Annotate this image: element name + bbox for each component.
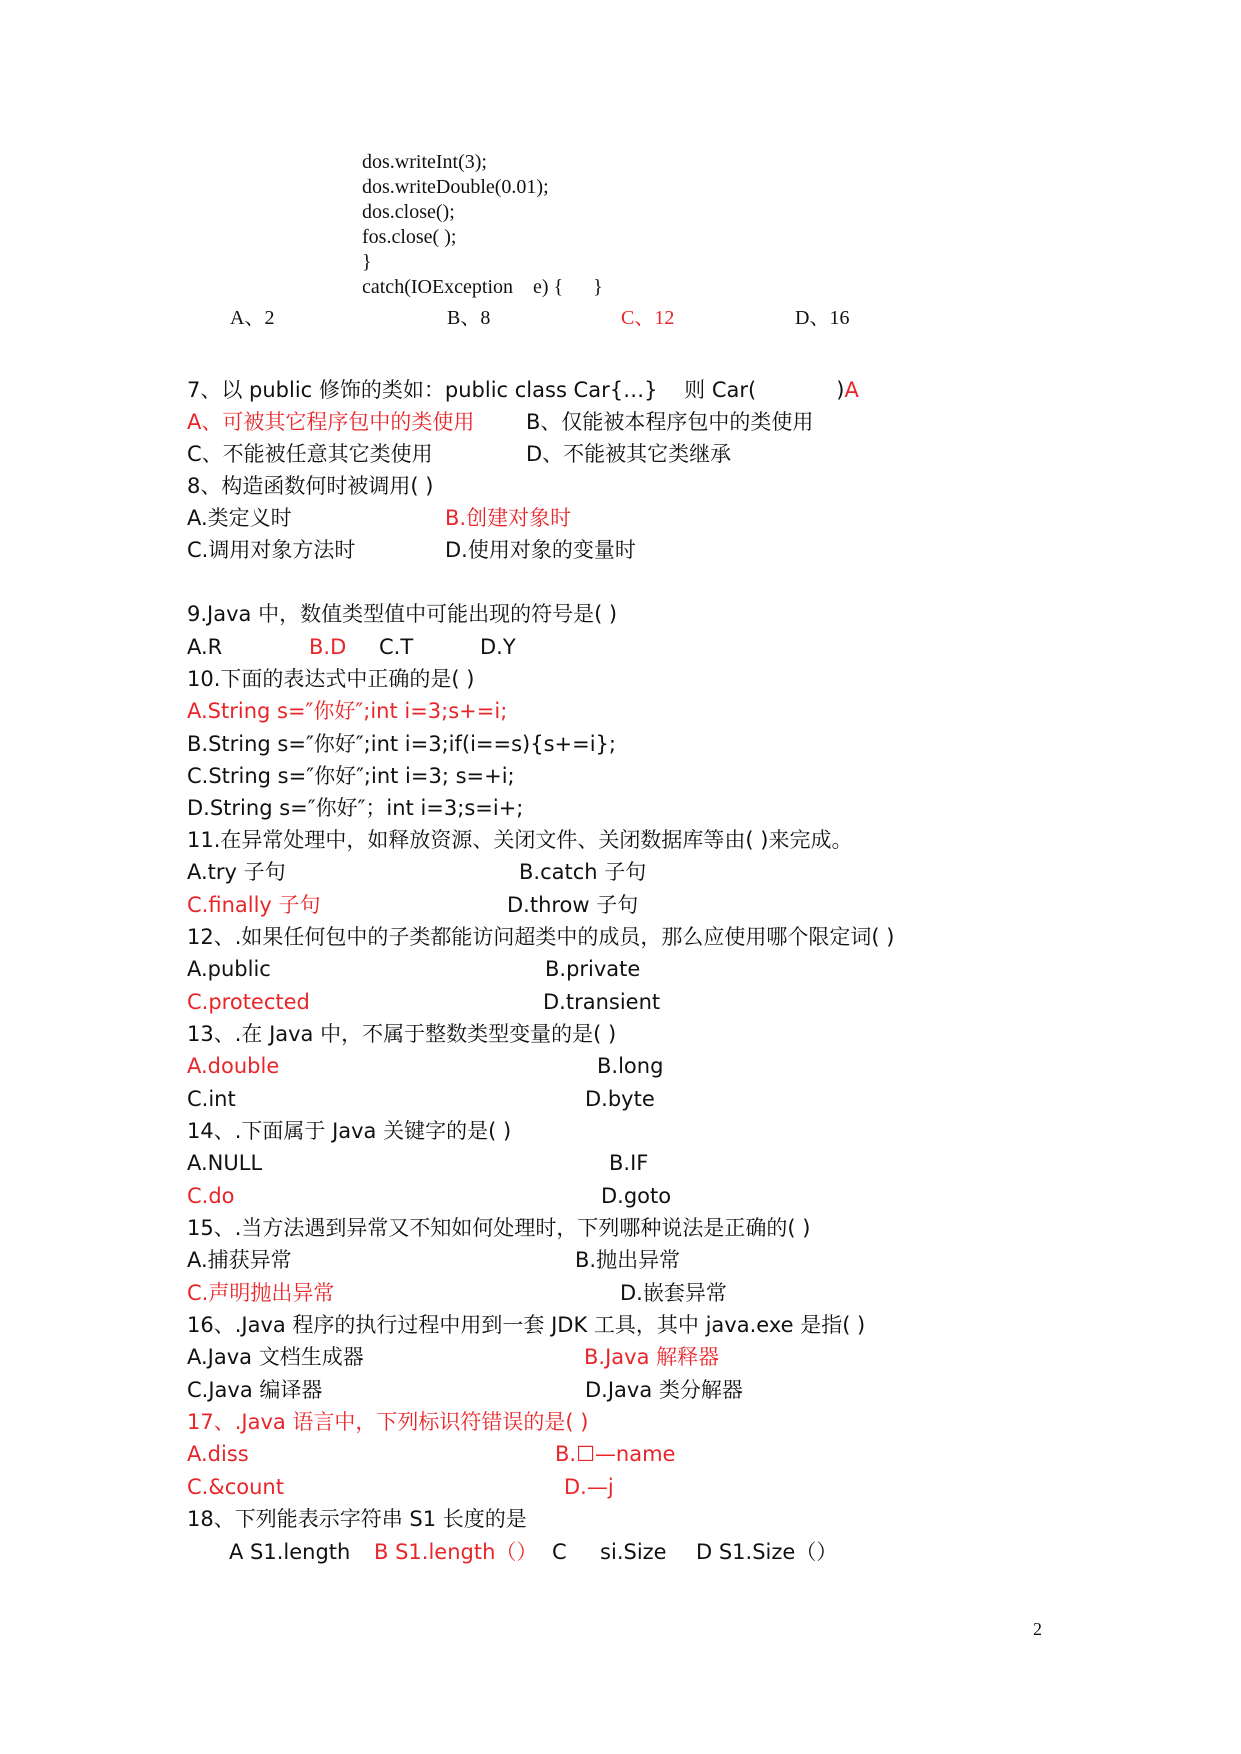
code-line: catch(IOException e) { } — [362, 276, 603, 298]
q13-stem: 13、.在 Java 中，不属于整数类型变量的是( ) — [187, 1022, 617, 1046]
q12-option-d: D.transient — [543, 990, 661, 1014]
q17-stem: 17、.Java 语言中，下列标识符错误的是( ) — [187, 1410, 589, 1434]
q14-option-d: D.goto — [601, 1184, 672, 1208]
q18-option-b-answer: B S1.length（） — [374, 1540, 538, 1564]
q6-option-b: B、8 — [447, 307, 491, 329]
q16-option-d: D.Java 类分解器 — [585, 1378, 743, 1402]
q15-option-b: B.抛出异常 — [575, 1248, 681, 1272]
q12-option-c-answer: C.protected — [187, 990, 310, 1014]
q18-option-c: C si.Size — [552, 1540, 667, 1564]
q13-option-a-answer: A.double — [187, 1054, 280, 1078]
q11-option-d: D.throw 子句 — [507, 893, 639, 917]
q10-option-c: C.String s=″你好″;int i=3; s=+i; — [187, 764, 515, 788]
q8-option-b-answer: B.创建对象时 — [445, 506, 572, 530]
q17-option-b: B.☐—name — [555, 1442, 676, 1466]
code-line: dos.writeDouble(0.01); — [362, 176, 549, 198]
code-line: fos.close( ); — [362, 226, 457, 248]
q16-stem: 16、.Java 程序的执行过程中用到一套 JDK 工具，其中 java.exe 是指( ) — [187, 1313, 866, 1337]
page-number: 2 — [1033, 1619, 1042, 1639]
q8-option-a: A.类定义时 — [187, 506, 292, 530]
q14-option-b: B.IF — [609, 1151, 649, 1175]
q8-option-c: C.调用对象方法时 — [187, 538, 356, 562]
q12-stem: 12、.如果任何包中的子类都能访问超类中的成员，那么应使用哪个限定词( ) — [187, 925, 895, 949]
q8-option-d: D.使用对象的变量时 — [445, 538, 636, 562]
code-line: dos.close(); — [362, 201, 455, 223]
q13-option-d: D.byte — [585, 1087, 655, 1111]
q13-option-b: B.long — [597, 1054, 664, 1078]
q15-option-a: A.捕获异常 — [187, 1248, 292, 1272]
q9-option-c: C.T — [379, 635, 414, 659]
q14-option-c-answer: C.do — [187, 1184, 235, 1208]
q15-option-c-answer: C.声明抛出异常 — [187, 1281, 335, 1305]
q11-option-b: B.catch 子句 — [519, 860, 647, 884]
q16-option-c: C.Java 编译器 — [187, 1378, 323, 1402]
q18-option-d: D S1.Size（） — [696, 1540, 838, 1564]
q11-option-a: A.try 子句 — [187, 860, 286, 884]
q9-stem: 9.Java 中，数值类型值中可能出现的符号是( ) — [187, 602, 618, 626]
q17-option-d: D.—j — [564, 1475, 614, 1499]
q16-option-a: A.Java 文档生成器 — [187, 1345, 364, 1369]
q10-stem: 10.下面的表达式中正确的是( ) — [187, 667, 475, 691]
q6-option-c-answer: C、12 — [621, 307, 675, 329]
q10-option-b: B.String s=″你好″;int i=3;if(i==s){s+=i}; — [187, 732, 616, 756]
q9-option-b-answer: B.D — [309, 635, 347, 659]
q7-stem: 7、以 public 修饰的类如：public class Car{…} 则 Car( )A — [187, 378, 859, 402]
q14-stem: 14、.下面属于 Java 关键字的是( ) — [187, 1119, 512, 1143]
q17-option-c: C.&count — [187, 1475, 284, 1499]
q15-stem: 15、.当方法遇到异常又不知如何处理时，下列哪种说法是正确的( ) — [187, 1216, 811, 1240]
q9-option-d: D.Y — [480, 635, 516, 659]
code-line: dos.writeInt(3); — [362, 151, 487, 173]
code-line: } — [362, 251, 372, 273]
q6-option-d: D、16 — [795, 307, 850, 329]
q12-option-a: A.public — [187, 957, 271, 981]
q6-option-a: A、2 — [230, 307, 275, 329]
q10-option-a-answer: A.String s=″你好″;int i=3;s+=i; — [187, 699, 508, 723]
q7-answer: A — [844, 378, 859, 402]
q9-option-a: A.R — [187, 635, 223, 659]
q8-stem: 8、构造函数何时被调用( ) — [187, 474, 434, 498]
q11-stem: 11.在异常处理中，如释放资源、关闭文件、关闭数据库等由( )来完成。 — [187, 828, 853, 852]
q16-option-b-answer: B.Java 解释器 — [584, 1345, 720, 1369]
q14-option-a: A.NULL — [187, 1151, 263, 1175]
q13-option-c: C.int — [187, 1087, 236, 1111]
q17-option-a: A.diss — [187, 1442, 249, 1466]
q11-option-c-answer: C.finally 子句 — [187, 893, 321, 917]
q12-option-b: B.private — [545, 957, 641, 981]
q7-option-a-answer: A、可被其它程序包中的类使用 — [187, 410, 475, 434]
q18-stem: 18、下列能表示字符串 S1 长度的是 — [187, 1507, 527, 1531]
q18-option-a: A S1.length — [229, 1540, 351, 1564]
q7-option-c: C、不能被任意其它类使用 — [187, 442, 433, 466]
q15-option-d: D.嵌套异常 — [620, 1281, 727, 1305]
q7-option-d: D、不能被其它类继承 — [526, 442, 732, 466]
q7-option-b: B、仅能被本程序包中的类使用 — [526, 410, 814, 434]
q10-option-d: D.String s=″你好″；int i=3;s=i+; — [187, 796, 524, 820]
